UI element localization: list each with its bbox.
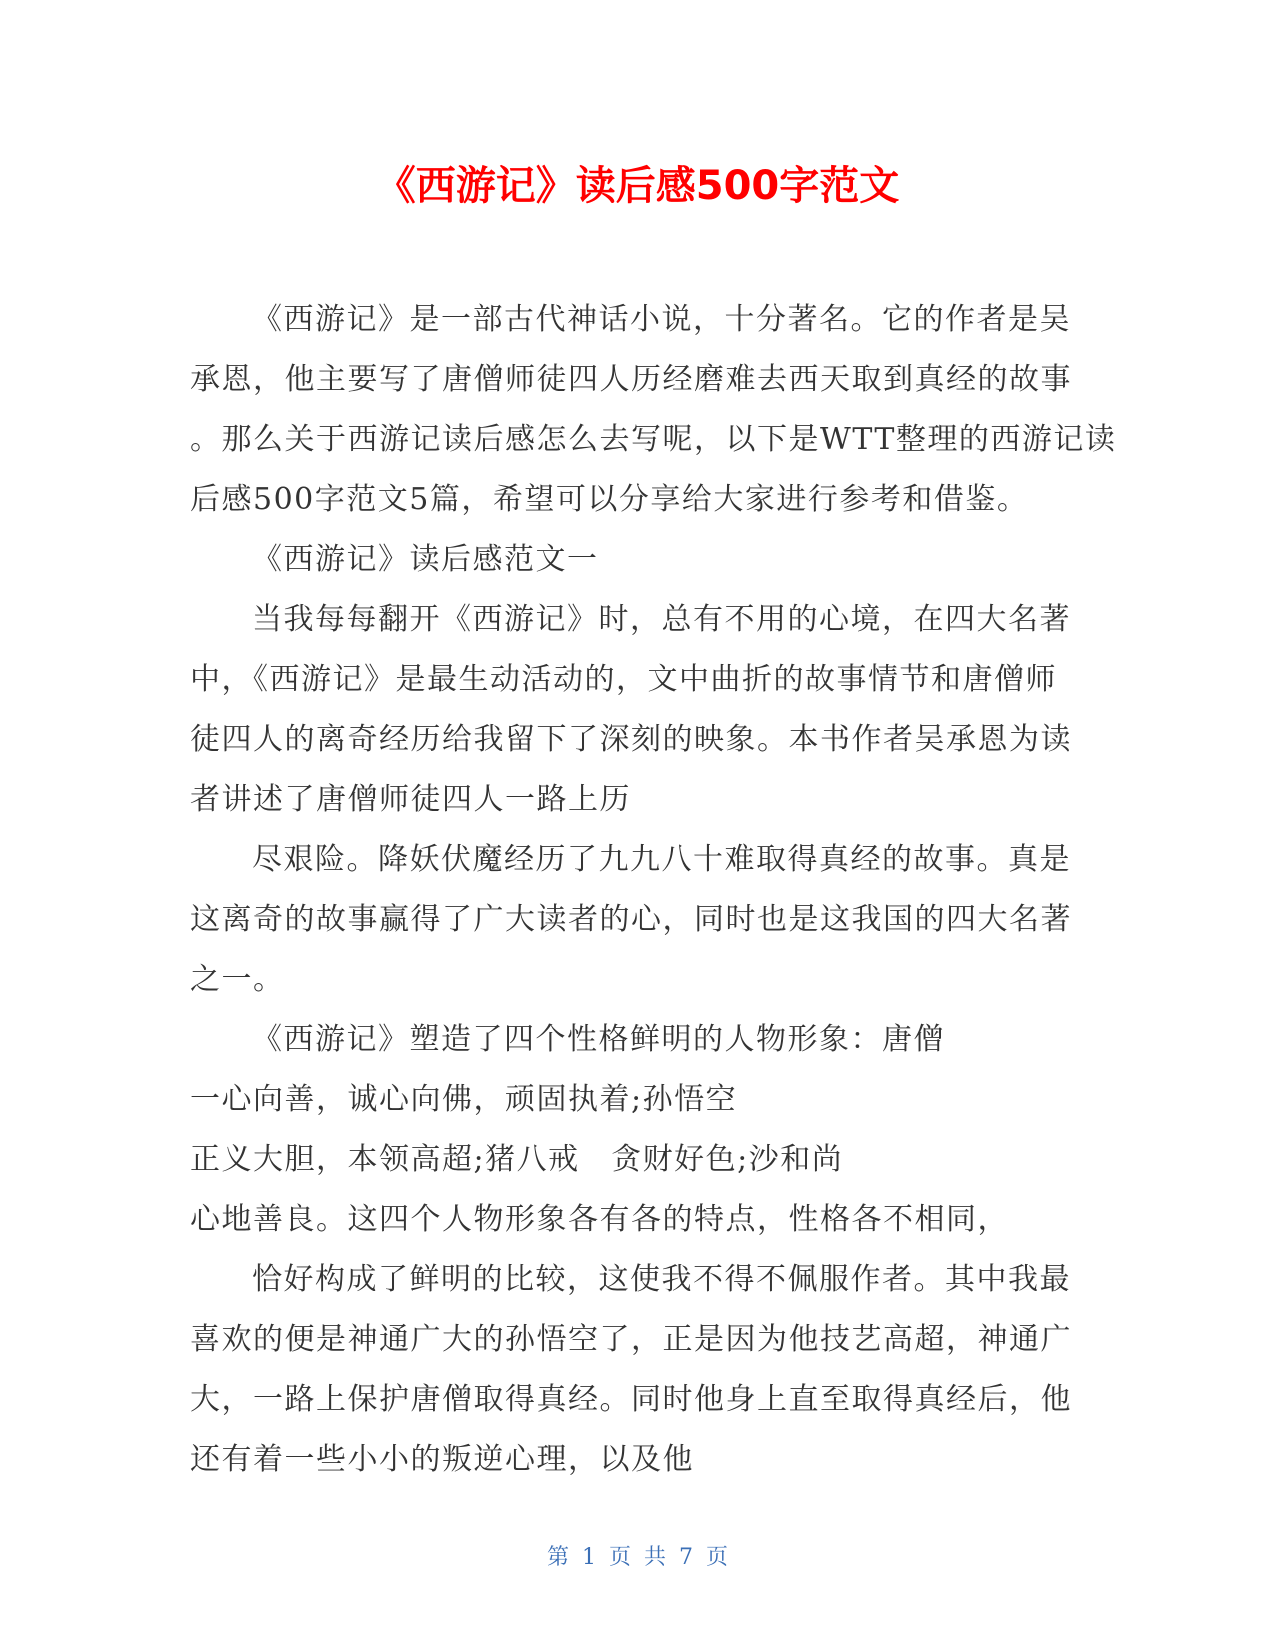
text-line: 当我每每翻开《西游记》时，总有不用的心境，在四大名著: [252, 602, 1071, 637]
text-line: 一心向善，诚心向佛，顽固执着;孙悟空: [190, 1082, 738, 1117]
text-line: 心地善良。这四个人物形象各有各的特点，性格各不相同，: [190, 1202, 1009, 1237]
text-line: 尽艰险。降妖伏魔经历了九九八十难取得真经的故事。真是: [252, 842, 1071, 877]
section-heading: 《西游记》读后感范文一: [252, 542, 599, 577]
text-line: 喜欢的便是神通广大的孙悟空了，正是因为他技艺高超，神通广: [190, 1322, 1072, 1357]
text-line: 《西游记》塑造了四个性格鲜明的人物形象：唐僧: [252, 1022, 945, 1057]
text-line: 之一。: [190, 962, 285, 997]
text-line: 中，《西游记》是最生动活动的，文中曲折的故事情节和唐僧师: [190, 662, 1057, 697]
text-line: 承恩，他主要写了唐僧师徒四人历经磨难去西天取到真经的故事: [190, 362, 1072, 397]
document-body: [190, 290, 1117, 1490]
text-line: 者讲述了唐僧师徒四人一路上历: [190, 782, 631, 817]
text-line: 还有着一些小小的叛逆心理，以及他: [190, 1442, 694, 1477]
page-number-footer: 第 1 页 共 7 页: [547, 1545, 728, 1570]
text-line: 这离奇的故事赢得了广大读者的心，同时也是这我国的四大名著: [190, 902, 1072, 937]
document-title: 《西游记》读后感500字范文: [375, 163, 900, 209]
text-line: 正义大胆，本领高超;猪八戒 贪财好色;沙和尚: [190, 1142, 844, 1177]
text-line: 恰好构成了鲜明的比较，这使我不得不佩服作者。其中我最: [252, 1262, 1071, 1297]
text-line: 徒四人的离奇经历给我留下了深刻的映象。本书作者吴承恩为读: [190, 722, 1072, 757]
text-line: 《西游记》是一部古代神话小说，十分著名。它的作者是吴: [252, 302, 1071, 337]
text-line: 。那么关于西游记读后感怎么去写呢，以下是WTT整理的西游记读: [190, 422, 1117, 457]
text-line: 大，一路上保护唐僧取得真经。同时他身上直至取得真经后，他: [190, 1382, 1072, 1417]
text-line: 后感500字范文5篇，希望可以分享给大家进行参考和借鉴。: [190, 482, 1029, 517]
